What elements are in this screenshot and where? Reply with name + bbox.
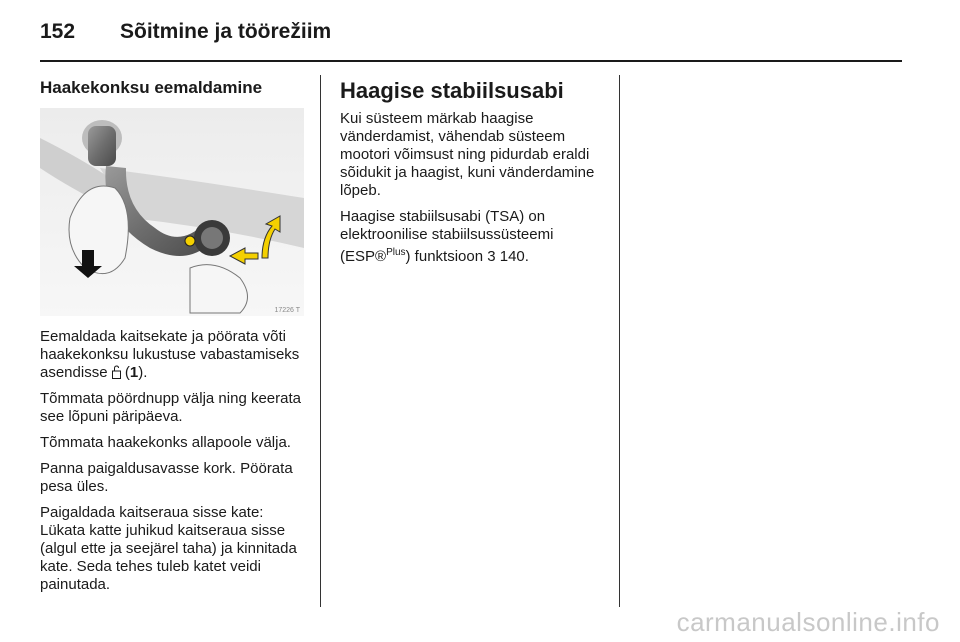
tow-hook-illustration [40,108,304,316]
unlock-icon [112,365,121,379]
column-divider [619,75,620,607]
page-reference-arrow: 3 [487,248,496,265]
instruction-3: Tõmmata haakekonks allapoole välja. [40,434,291,451]
watermark: carmanualsonline.info [676,607,940,637]
page-number: 152 [40,20,76,43]
section-title-tow-hook-removal: Haakekonksu eemaldamine [40,78,263,97]
page-reference-link[interactable]: 140. [499,248,529,265]
page-header [40,14,902,62]
instruction-5: Paigaldada kaitseraua sisse kate: Lükata katte juhikud kaitseraua sisse (algul ette ja seejärel taha) ja kinnitada kate. Seda tehes tuleb katet veidi painutada. [40,504,297,593]
header-rule [40,60,902,62]
trailer-stability-paragraph-1: Kui süsteem märkab haagise vänderdamist, vähendab süsteem mootori võimsust ning pidurdab eraldi sõidukit ja haagist, kuni vänderdamine lõpeb. [340,110,595,199]
instruction-4: Panna paigaldusavasse kork. Pöörata pesa üles. [40,460,293,495]
chapter-title: Sõitmine ja töörežiim [120,20,332,43]
column-divider [320,75,321,607]
tow-hook-instructions [40,328,312,602]
instruction-2: Tõmmata pöördnupp välja ning keerata see lõpuni päripäeva. [40,390,301,425]
trailer-stability-section [340,78,612,274]
instruction-1: Eemaldada kaitsekate ja pöörata võti haakekonksu lukustuse vabastamiseks asendisse (1). [40,328,300,381]
figure-number: 17226 T [274,307,300,314]
trailer-stability-paragraph-2: Haagise stabiilsusabi (TSA) on elektroonilise stabiilsussüsteemi (ESP®$^{Plus}$) funktsioon 3 140. [340,208,554,265]
tow-hook-drawing [40,108,304,316]
section-title-trailer-stability: Haagise stabiilsusabi [340,78,564,103]
